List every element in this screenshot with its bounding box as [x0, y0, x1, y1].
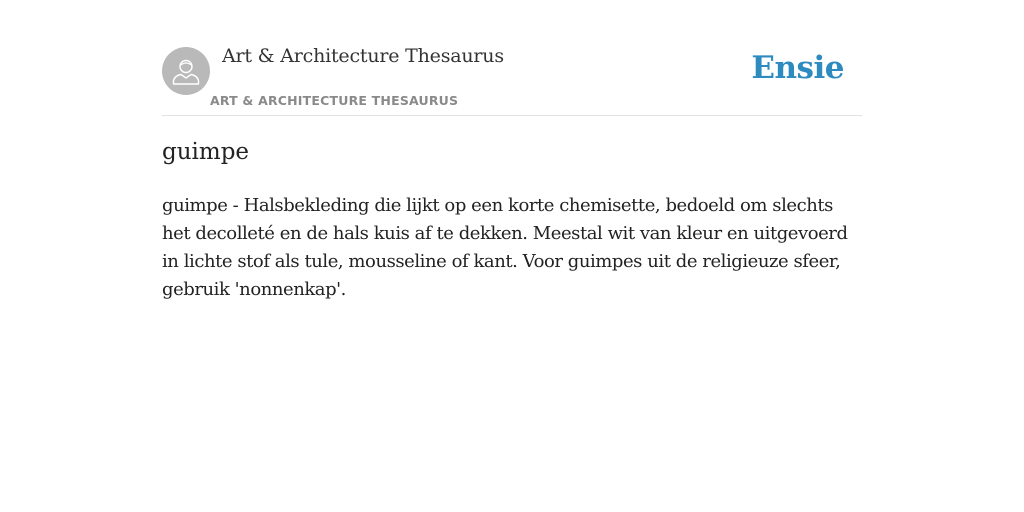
user-icon: [171, 56, 201, 86]
article-title: guimpe: [162, 139, 250, 165]
page-header: [162, 0, 862, 116]
page-container: [162, 0, 862, 300]
author-subtitle: ART & ARCHITECTURE THESAURUS: [210, 93, 459, 108]
author-name-link[interactable]: Art & Architecture Thesaurus: [222, 45, 504, 67]
article-body: guimpe - Halsbekleding die lijkt op een korte chemisette, bedoeld om slechts het decolleté en de hals kuis af te dekken. Meestal wit van kleur en uitgevoerd in lichte stof als tule, mousseline of kant. Voor guimpes uit de religieuze sfeer, gebruik 'nonnenkap'.: [162, 195, 848, 300]
author-avatar[interactable]: [162, 47, 210, 95]
ensie-logo[interactable]: Ensie: [751, 50, 844, 86]
